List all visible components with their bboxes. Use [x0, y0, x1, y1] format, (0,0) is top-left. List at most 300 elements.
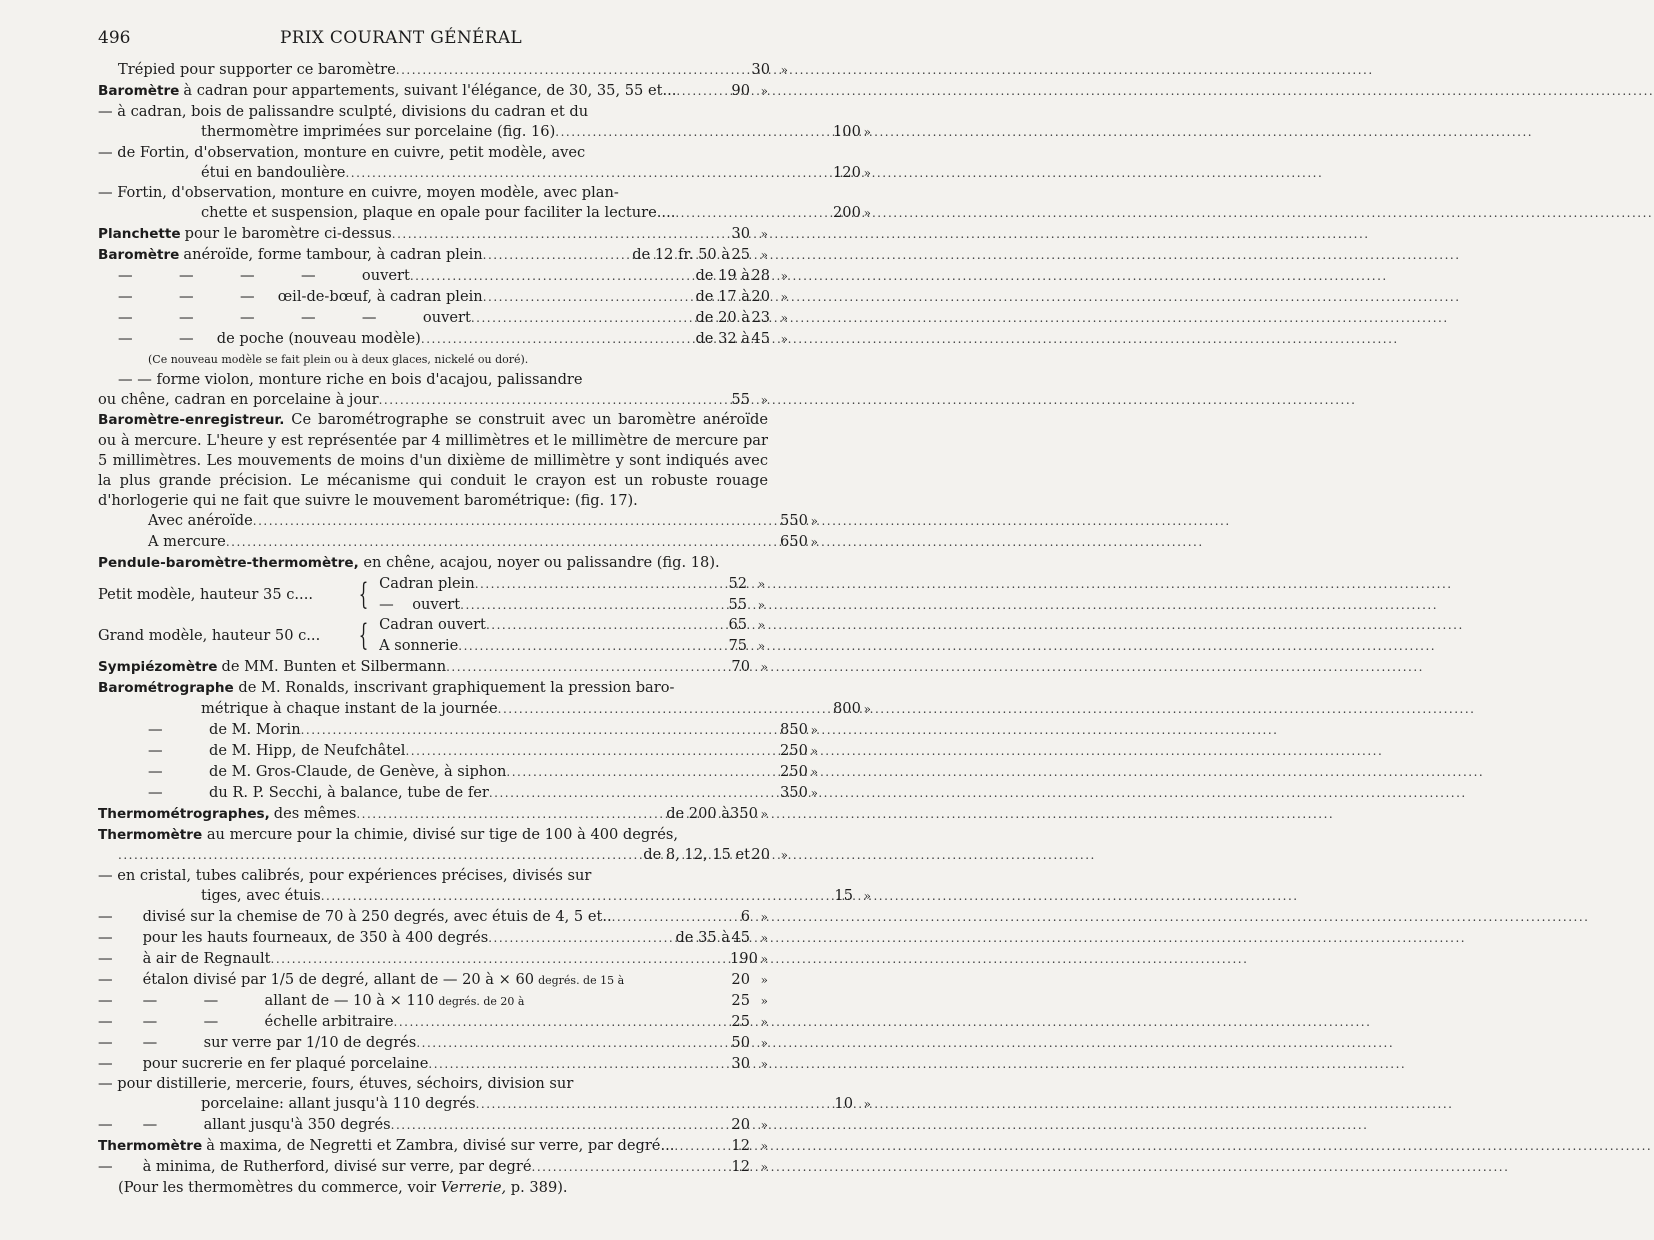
entry-dash: — — [98, 991, 113, 1009]
price-row-main — [98, 970, 730, 991]
price-row-main — [98, 907, 730, 928]
model-group — [98, 615, 768, 657]
currency-mark: » — [760, 993, 768, 1008]
entry-dash: — — [98, 184, 113, 202]
price-row-main — [118, 287, 750, 308]
leader-dots — [475, 575, 727, 595]
model-label: Grand modèle, hauteur 50 c... — [98, 627, 321, 645]
price-row — [98, 1136, 768, 1157]
price-row-main — [379, 595, 727, 616]
entry-dash: — — [98, 1116, 113, 1134]
price-row-main — [98, 928, 730, 949]
leader-dots — [471, 309, 692, 329]
entry-text: — allant jusqu'à 350 degrés — [142, 1116, 391, 1134]
leader-dots — [674, 1137, 730, 1157]
entry-text: (Ce nouveau modèle se fait plein ou à deux glaces, nickelé ou doré). — [148, 352, 529, 366]
leader-dots — [483, 288, 692, 308]
entry-text: à minima, de Rutherford, divisé sur verre, par degré — [142, 1158, 532, 1176]
page-title: PRIX COURANT GÉNÉRAL — [279, 28, 523, 48]
price-row — [98, 163, 871, 184]
entry-heading: Barométrographe — [98, 680, 234, 697]
price-row-main — [98, 1136, 730, 1157]
price-row-main — [379, 574, 727, 595]
entry-line — [98, 825, 768, 846]
entry-dash: — — [98, 1075, 113, 1093]
thermometre-section — [98, 657, 871, 1178]
price-value: 20 — [751, 287, 770, 305]
entry-dash: — — [98, 102, 113, 120]
price-value: 28 — [751, 267, 770, 285]
currency-mark: » — [810, 723, 818, 737]
entry-line — [98, 102, 768, 122]
entry-suffix: de 32 à — [695, 329, 750, 347]
price-row — [98, 245, 768, 266]
price-row-main — [148, 741, 780, 762]
price-row-main — [118, 308, 750, 329]
price-row — [98, 762, 818, 783]
pendule-heading-line — [98, 553, 768, 574]
price-value: 45 — [751, 329, 770, 347]
entry-text: Fortin, d'observation, monture en cuivre, moyen modèle, avec plan- — [117, 184, 619, 202]
price-row — [98, 991, 768, 1012]
entry-text: — sur verre par 1/10 de degrés — [142, 1033, 417, 1051]
currency-mark: » — [760, 806, 768, 821]
currency-mark: » — [780, 310, 788, 325]
currency-mark: » — [760, 1035, 768, 1050]
leader-dots — [396, 61, 750, 81]
price-row-main — [98, 224, 730, 245]
price-row-main — [98, 1157, 730, 1178]
price-value: 350 — [780, 783, 808, 801]
price-row — [98, 928, 768, 949]
price-row-main — [201, 203, 833, 224]
leader-dots — [356, 805, 662, 825]
price-row — [379, 574, 768, 595]
leader-dots — [488, 929, 671, 949]
price-row-main — [118, 329, 750, 350]
entry-text: Trépied pour supporter ce baromètre — [118, 61, 396, 78]
entry-text: à air de Regnault — [142, 949, 271, 967]
entry-dash: — — [98, 1054, 113, 1072]
price-value: 30 — [731, 1054, 750, 1072]
entry-dash: — — [98, 929, 113, 947]
entry-text: de MM. Bunten et Silbermann — [221, 658, 447, 676]
entry-heading: Thermomètre — [98, 826, 203, 843]
leader-dots — [489, 784, 780, 804]
entry-line — [98, 866, 768, 886]
price-row-main — [98, 81, 730, 102]
price-value: 10 — [834, 1095, 853, 1113]
price-row — [98, 287, 788, 308]
currency-mark: » — [760, 227, 768, 242]
pendule-section — [98, 553, 768, 658]
entry-suffix: de 12 fr. 50 à — [632, 246, 730, 264]
entry-text: des mêmes — [273, 804, 357, 822]
entry-heading: Baromètre — [98, 82, 180, 99]
price-row — [98, 783, 818, 804]
entry-text: à cadran, bois de palissandre sculpté, divisions du cadran et du — [117, 102, 589, 120]
price-row — [98, 907, 768, 928]
leader-dots — [405, 742, 780, 762]
currency-mark: » — [810, 743, 818, 758]
price-value: 6 — [740, 908, 750, 926]
price-value: 650 — [780, 532, 808, 550]
footer-note-italic: Verrerie, — [440, 1178, 507, 1196]
price-value: 20 — [731, 970, 750, 988]
price-value: 20 — [751, 846, 770, 864]
entry-line — [98, 678, 768, 699]
page-header — [98, 28, 704, 52]
entry-text: ou chêne, cadran en porcelaine à jour — [98, 390, 379, 408]
price-row-main — [118, 60, 750, 81]
price-row-main — [148, 762, 780, 783]
price-row — [98, 1012, 768, 1033]
leader-dots — [460, 596, 727, 616]
price-row-main — [98, 390, 730, 411]
price-value: 75 — [728, 637, 748, 655]
footer-note-before: (Pour les thermomètres du commerce, voir — [118, 1178, 441, 1196]
entry-heading: Baromètre — [98, 247, 180, 264]
price-value: 55 — [728, 595, 748, 613]
entry-text: de M. Ronalds, inscrivant graphiquement la pression baro- — [238, 679, 675, 697]
price-value: 850 — [780, 721, 808, 738]
price-row — [98, 949, 768, 970]
entry-text: — de M. Gros-Claude, de Genève, à siphon — [148, 762, 507, 780]
price-row-main — [98, 804, 730, 825]
price-value: 20 — [731, 1116, 750, 1134]
entry-suffix: de 35 à — [675, 929, 730, 947]
pendule-text: en chêne, acajou, noyer ou palissandre (fig. 18). — [363, 553, 720, 571]
leader-dots — [391, 1116, 730, 1136]
price-row — [98, 699, 871, 720]
entry-dash: — — [98, 1158, 113, 1176]
currency-mark: » — [780, 269, 788, 284]
entry-dash: — — [98, 143, 113, 161]
entry-text: à cadran pour appartements, suivant l'élégance, de 30, 35, 55 et... — [183, 81, 677, 99]
entry-text: — — forme violon, monture riche en bois d'acajou, palissandre — [118, 370, 583, 388]
currency-mark: » — [760, 660, 768, 675]
currency-mark: » — [780, 63, 788, 77]
leader-dots — [394, 1013, 730, 1033]
entry-text: anéroïde, forme tambour, à cadran plein — [183, 246, 483, 264]
entry-text: A sonnerie — [379, 637, 459, 655]
leader-dots — [486, 616, 727, 636]
entry-text: — de M. Hipp, de Neufchâtel — [148, 741, 406, 759]
entry-heading: Sympiézomètre — [98, 659, 218, 676]
entry-dash: — — [98, 1033, 113, 1051]
price-row — [98, 657, 768, 678]
entry-dash: — — [98, 949, 113, 967]
currency-mark: » — [810, 785, 818, 800]
price-row-main — [201, 1094, 833, 1115]
currency-mark: » — [760, 1014, 768, 1029]
price-row-main — [98, 657, 730, 678]
leader-dots — [476, 1095, 833, 1115]
price-row-main — [379, 636, 727, 657]
entry-text: Avec anéroïde — [148, 511, 253, 529]
currency-mark: » — [760, 972, 768, 987]
price-row — [98, 845, 788, 866]
entry-dash: — — [98, 970, 113, 988]
entry-suffix: de 8, 12, 15 et — [643, 846, 750, 864]
price-row — [98, 720, 818, 741]
entry-text: — — de poche (nouveau modèle) — [118, 329, 421, 347]
leader-dots — [532, 1158, 730, 1178]
pendule-heading: Pendule-baromètre-thermomètre, — [98, 554, 359, 571]
price-row-main — [201, 699, 833, 720]
price-row-main — [148, 720, 780, 741]
leader-dots — [410, 267, 692, 287]
currency-mark: » — [760, 910, 768, 925]
entry-small-note: degrés. de 15 à — [538, 973, 625, 987]
price-row — [98, 266, 788, 287]
entry-text: thermomètre imprimées sur porcelaine (fig. 16) — [201, 122, 556, 140]
price-row — [98, 1157, 768, 1178]
entry-line — [98, 370, 768, 390]
price-row — [98, 203, 871, 224]
price-value: 45 — [731, 929, 750, 947]
enregistreur-items — [98, 511, 818, 553]
price-row-main — [201, 163, 833, 184]
price-value: 65 — [728, 616, 748, 634]
price-row — [379, 595, 768, 616]
price-row-main — [98, 1012, 730, 1033]
entry-line — [98, 143, 768, 163]
enregistreur-description — [98, 410, 768, 511]
price-row-main — [201, 122, 833, 143]
currency-mark: » — [757, 576, 766, 591]
pendule-groups — [98, 574, 768, 658]
price-row-main — [118, 845, 750, 866]
entry-text: tiges, avec étuis — [201, 887, 321, 905]
leader-dots — [676, 82, 730, 102]
currency-mark: » — [760, 931, 768, 946]
model-label: Petit modèle, hauteur 35 c.... — [98, 585, 313, 603]
currency-mark: » — [760, 951, 768, 966]
leader-dots — [301, 721, 780, 741]
brace-glyph: { — [358, 576, 369, 612]
leader-dots — [483, 246, 629, 266]
entry-suffix: de 200 à — [666, 804, 730, 822]
entry-suffix: de 20 à — [695, 308, 750, 326]
leader-dots — [612, 908, 730, 928]
entry-heading: Thermométrographes, — [98, 805, 270, 822]
price-row — [379, 636, 768, 657]
price-value: 550 — [780, 511, 808, 529]
currency-mark: » — [780, 331, 788, 346]
currency-mark: » — [780, 848, 788, 863]
currency-mark: » — [760, 392, 768, 407]
leader-dots — [226, 533, 780, 553]
entry-text: pour sucrerie en fer plaqué porcelaine — [142, 1054, 429, 1072]
currency-mark: » — [810, 534, 818, 549]
price-row-main — [98, 949, 730, 970]
entry-suffix: de 19 à — [695, 267, 750, 285]
entry-line — [98, 183, 768, 203]
price-value: 30 — [751, 61, 770, 78]
entry-small-note: degrés. de 20 à — [438, 994, 525, 1008]
price-value: 190 — [730, 949, 758, 967]
entry-text: — du R. P. Secchi, à balance, tube de fer — [148, 783, 489, 801]
currency-mark: » — [863, 889, 871, 904]
price-value: 90 — [731, 81, 750, 99]
currency-mark: » — [760, 1056, 768, 1071]
entry-heading: Thermomètre — [98, 1138, 203, 1155]
price-row — [98, 741, 818, 762]
price-value: 120 — [833, 163, 861, 181]
entry-text: en cristal, tubes calibrés, pour expériences précises, divisés sur — [117, 867, 592, 885]
price-value: 25 — [731, 1012, 750, 1030]
currency-mark: » — [780, 289, 788, 304]
price-row-main — [201, 886, 833, 907]
entry-text: — — — — — ouvert — [118, 308, 471, 326]
entry-line — [98, 350, 768, 370]
leader-dots — [498, 700, 833, 720]
price-row — [98, 970, 768, 991]
currency-mark: » — [760, 83, 768, 98]
leader-dots — [379, 391, 730, 411]
price-value: 52 — [728, 574, 748, 592]
price-row-main — [148, 532, 780, 553]
price-value: 25 — [731, 991, 750, 1009]
entry-text: divisé sur la chemise de 70 à 250 degrés, avec étuis de 4, 5 et.. — [142, 908, 612, 926]
price-row-main — [148, 511, 780, 532]
price-row-main — [148, 783, 780, 804]
enregistreur-section — [98, 410, 818, 552]
entry-text: pour les hauts fourneaux, de 350 à 400 degrés — [142, 929, 489, 947]
entry-text: A mercure — [148, 532, 226, 550]
leader-dots — [555, 123, 833, 143]
price-row-main — [98, 1033, 730, 1054]
entry-text: — — échelle arbitraire — [142, 1012, 394, 1030]
price-value: 55 — [731, 390, 750, 408]
currency-mark: » — [863, 165, 871, 180]
currency-mark: » — [810, 764, 818, 779]
price-value: 23 — [751, 308, 770, 326]
price-row — [98, 886, 871, 907]
brace-glyph: { — [358, 618, 369, 654]
currency-mark: » — [760, 248, 768, 263]
price-row — [98, 60, 788, 81]
entry-dash: — — [98, 1012, 113, 1030]
entry-text: pour le baromètre ci-dessus — [184, 225, 392, 243]
leader-dots — [416, 1034, 730, 1054]
leader-dots — [321, 887, 833, 907]
price-value: 70 — [731, 658, 750, 676]
price-row — [98, 390, 768, 411]
price-row-main — [379, 615, 727, 636]
entry-text: — de M. Morin — [148, 721, 301, 738]
leader-dots — [392, 225, 730, 245]
price-value: 15 — [834, 887, 853, 905]
currency-mark: » — [863, 702, 871, 717]
model-options — [379, 615, 768, 657]
entry-heading: Planchette — [98, 226, 181, 243]
leader-dots — [253, 512, 780, 532]
leader-dots — [506, 763, 780, 783]
price-value: 12 — [731, 1158, 750, 1176]
price-row — [98, 308, 788, 329]
entry-text: — ouvert — [379, 595, 461, 613]
entry-text: à maxima, de Negretti et Zambra, divisé sur verre, par degré... — [206, 1137, 675, 1155]
price-row — [98, 224, 768, 245]
leader-dots — [271, 950, 730, 970]
entry-text: — — — œil-de-bœuf, à cadran plein — [118, 287, 483, 305]
price-value: 200 — [833, 204, 861, 222]
price-row — [98, 532, 818, 553]
price-value: 100 — [833, 122, 861, 140]
leader-dots — [446, 658, 730, 678]
entry-text: au mercure pour la chimie, divisé sur tige de 100 à 400 degrés, — [206, 825, 678, 843]
currency-mark: » — [757, 597, 766, 612]
entry-text: étui en bandoulière — [201, 163, 346, 181]
price-row — [98, 1033, 768, 1054]
entry-text: — — allant de — 10 à × 110 — [142, 991, 435, 1009]
price-value: 800 — [833, 700, 861, 718]
footer-note-after: p. 389). — [506, 1178, 568, 1196]
footer-note — [98, 1178, 768, 1198]
entry-dash: — — [98, 908, 113, 926]
enregistreur-heading: Baromètre-enregistreur. — [98, 412, 285, 429]
leader-dots — [458, 637, 727, 657]
price-row — [98, 1115, 768, 1136]
entry-text: chette et suspension, plaque en opale pour faciliter la lecture.... — [201, 204, 676, 222]
leader-dots — [428, 1055, 730, 1075]
leader-dots — [421, 330, 692, 350]
price-list — [98, 60, 871, 1198]
price-value: 250 — [780, 762, 808, 780]
entry-text: de Fortin, d'observation, monture en cuivre, petit modèle, avec — [117, 143, 586, 161]
entry-text: étalon divisé par 1/5 de degré, allant de — 20 à × 60 — [142, 970, 535, 988]
price-row-main — [98, 1115, 730, 1136]
price-row — [98, 804, 768, 825]
entry-text: — — — — ouvert — [118, 267, 410, 285]
price-row-main — [98, 991, 730, 1012]
price-row — [98, 329, 788, 350]
currency-mark: » — [760, 1139, 768, 1154]
price-row — [98, 1054, 768, 1075]
entry-text: Cadran plein — [379, 574, 475, 592]
price-value: 350 — [730, 804, 758, 822]
entry-text: métrique à chaque instant de la journée — [201, 700, 498, 718]
currency-mark: » — [810, 513, 818, 528]
barometre-section — [98, 60, 871, 410]
entry-text: porcelaine: allant jusqu'à 110 degrés — [201, 1095, 476, 1113]
price-row-main — [98, 1054, 730, 1075]
leader-dots — [345, 164, 833, 184]
currency-mark: » — [757, 618, 766, 633]
price-value: 12 — [731, 1137, 750, 1155]
price-row — [98, 122, 871, 143]
price-row — [379, 615, 768, 636]
price-row — [98, 81, 768, 102]
page-number: 496 — [98, 28, 131, 48]
price-value: 250 — [780, 741, 808, 759]
entry-line — [98, 1074, 768, 1094]
price-value: 25 — [731, 246, 750, 264]
currency-mark: » — [863, 1097, 871, 1112]
entry-dash: — — [98, 867, 113, 885]
price-row — [98, 1094, 871, 1115]
enregistreur-text: Ce barométrographe se construit avec un baromètre anéroïde ou à mercure. L'heure y est représentée par 4 millimètres et le millimètre de mercure par 5 millimètres. Les mouvements de moins d'un dixième de millimètre y sont indiqués avec la plus grande précision. Le mécanisme qui conduit le crayon est un robuste rouage d'horlogerie qui ne fait que suivre le mouvement barométrique: (fig. 17). — [98, 411, 769, 510]
leader-dots — [118, 846, 639, 866]
leader-dots — [675, 204, 833, 224]
currency-mark: » — [863, 206, 871, 221]
price-value: 30 — [731, 225, 750, 243]
model-options — [379, 574, 768, 616]
entry-text: pour distillerie, mercerie, fours, étuves, séchoirs, division sur — [117, 1075, 574, 1093]
price-row-main — [98, 245, 730, 266]
